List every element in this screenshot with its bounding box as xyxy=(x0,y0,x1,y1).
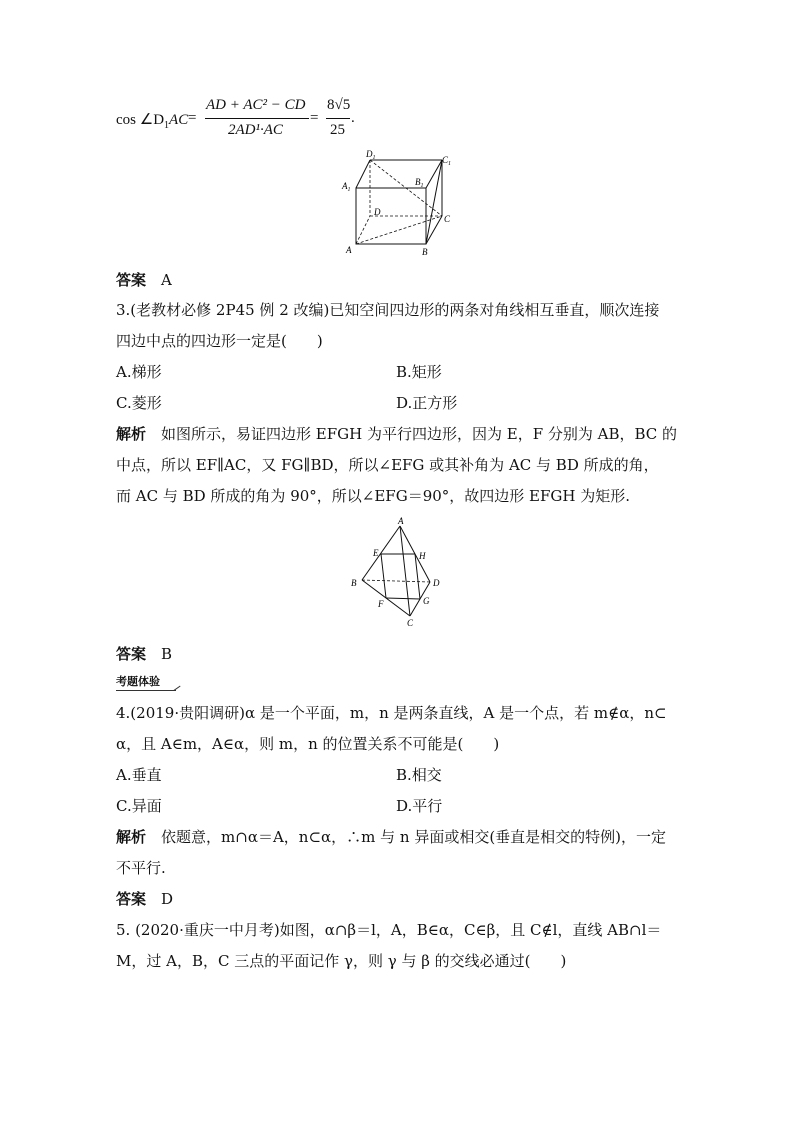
q3-option-d: D.正方形 xyxy=(396,394,458,412)
label-a: A xyxy=(346,245,352,255)
label-g: G xyxy=(423,596,430,606)
cube-figure xyxy=(336,146,462,260)
q4-line1: 4.(2019·贵阳调研)α 是一个平面，m，n 是两条直线，A 是一个点，若 m∉α，n⊂ xyxy=(116,704,667,722)
answer-3 xyxy=(116,644,686,664)
formula-eq: = xyxy=(188,110,197,126)
label-c: C xyxy=(407,618,414,628)
sol4-line1: 解析 依题意，m∩α＝A，n⊂α，∴m 与 n 异面或相交(垂直是相交的特例)，一定 xyxy=(116,828,667,846)
tetrahedron-figure xyxy=(346,516,446,628)
q3-option-c: C.菱形 xyxy=(116,394,162,412)
q4-option-d: D.平行 xyxy=(396,797,443,815)
formula-result-numerator: 8√5 xyxy=(327,97,351,113)
label-c1: $C_1$ xyxy=(442,155,452,167)
q4-option-c: C.异面 xyxy=(116,797,162,815)
q5-line1: 5. (2020·重庆一中月考)如图，α∩β＝l，A，B∈α，C∈β，且 C∉l，直线 AB∩l＝ xyxy=(116,921,662,939)
label-b1: $B_1$ xyxy=(415,177,424,189)
answer-label: 答案 xyxy=(116,890,147,908)
q3-line1: 3.(老教材必修 2P45 例 2 改编)已知空间四边形的两条对角线相互垂直，顺次连接 xyxy=(116,301,660,319)
label-c: C xyxy=(444,214,451,224)
label-a1: $A_1$ xyxy=(342,181,351,193)
label-d: D xyxy=(374,207,381,217)
label-d1: $D_1$ xyxy=(366,149,376,161)
q3-option-a: A.梯形 xyxy=(116,363,162,381)
q3-options-row1 xyxy=(116,362,686,382)
answer-value: B xyxy=(161,645,173,663)
q5-line2: M，过 A，B，C 三点的平面记作 γ，则 γ 与 β 的交线必通过( ) xyxy=(116,952,567,970)
q4-line2: α，且 A∈m，A∈α，则 m，n 的位置关系不可能是( ) xyxy=(116,735,500,753)
q3-options-row2 xyxy=(116,393,686,413)
sol4-line2: 不平行. xyxy=(116,859,166,877)
formula-result-denominator: 25 xyxy=(330,122,345,138)
label-b: B xyxy=(422,247,428,257)
formula-eq2: = xyxy=(310,110,319,126)
solution-label: 解析 xyxy=(116,425,147,443)
formula-prefix: $\cos \angle D_1AC$ xyxy=(116,112,189,131)
sol3-line1: 解析 如图所示，易证四边形 EFGH 为平行四边形，因为 E，F 分别为 AB，BC 的 xyxy=(116,425,678,443)
result-fraction-bar xyxy=(326,118,350,119)
sol3-line3: 而 AC 与 BD 所成的角为 90°，所以∠EFG＝90°，故四边形 EFGH 为矩形. xyxy=(116,487,631,505)
q3-option-b: B.矩形 xyxy=(396,363,442,381)
label-d: D xyxy=(433,578,440,588)
q4-options-row1 xyxy=(116,765,686,785)
label-f: F xyxy=(378,599,384,609)
answer-1 xyxy=(116,270,686,290)
label-e: E xyxy=(373,548,379,558)
sol3-line2: 中点，所以 EF∥AC，又 FG∥BD，所以∠EFG 或其补角为 AC 与 BD 所成的角， xyxy=(116,456,659,474)
label-a: A xyxy=(398,516,404,526)
answer-label: 答案 xyxy=(116,645,147,663)
q3-line2: 四边中点的四边形一定是( ) xyxy=(116,332,323,350)
formula-period: . xyxy=(351,110,355,126)
answer-4 xyxy=(116,889,686,909)
label-h: H xyxy=(419,551,426,561)
label-b: B xyxy=(351,578,357,588)
solution-label: 解析 xyxy=(116,828,147,846)
section-tag: 考题体验 xyxy=(116,676,176,691)
answer-value: A xyxy=(161,271,172,289)
formula-numerator: AD + AC² − CD xyxy=(206,97,306,113)
formula-denominator: 2AD¹·AC xyxy=(228,122,283,138)
q4-options-row2 xyxy=(116,796,686,816)
q4-option-a: A.垂直 xyxy=(116,766,162,784)
answer-value: D xyxy=(161,890,174,908)
answer-label: 答案 xyxy=(116,271,147,289)
q4-option-b: B.相交 xyxy=(396,766,442,784)
fraction-bar xyxy=(205,118,309,119)
